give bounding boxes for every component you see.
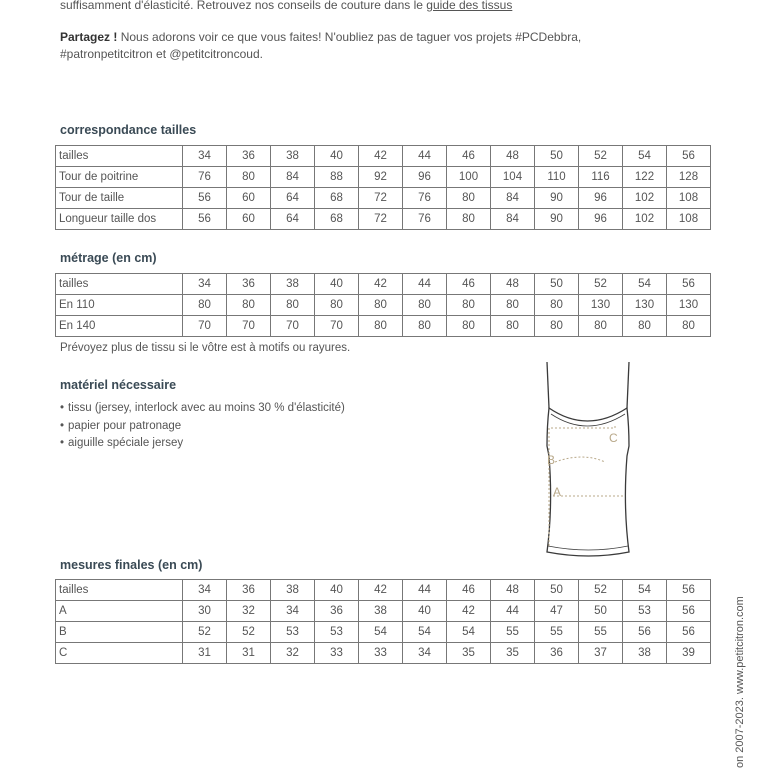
table-cell: 53 <box>271 622 315 643</box>
table-cell: 55 <box>535 622 579 643</box>
table-cell: 60 <box>227 209 271 230</box>
table-cell: 130 <box>667 295 711 316</box>
table-cell: 100 <box>447 167 491 188</box>
final-measures-title: mesures finales (en cm) <box>60 558 203 572</box>
table-cell: 50 <box>535 146 579 167</box>
table-cell: 32 <box>227 601 271 622</box>
row-label-cell: C <box>56 643 183 664</box>
table-cell: 54 <box>623 146 667 167</box>
table-cell: 52 <box>579 580 623 601</box>
table-cell: 80 <box>535 295 579 316</box>
table-cell: 46 <box>447 580 491 601</box>
table-cell: 44 <box>403 580 447 601</box>
table-cell: 56 <box>183 209 227 230</box>
table-cell: 38 <box>623 643 667 664</box>
table-cell: 34 <box>183 146 227 167</box>
table-cell: 70 <box>227 316 271 337</box>
table-cell: 52 <box>579 146 623 167</box>
table-cell: 34 <box>183 274 227 295</box>
size-chart-title: correspondance tailles <box>60 123 197 137</box>
table-row <box>56 188 711 209</box>
table-cell: 38 <box>359 601 403 622</box>
row-label-cell: A <box>56 601 183 622</box>
table-row <box>56 209 711 230</box>
table-cell: 56 <box>667 601 711 622</box>
table-cell: 56 <box>667 274 711 295</box>
table-cell: 44 <box>491 601 535 622</box>
row-label-cell: B <box>56 622 183 643</box>
table-cell: 42 <box>359 274 403 295</box>
table-cell: 84 <box>491 188 535 209</box>
table-row <box>56 274 711 295</box>
row-label-cell: En 110 <box>56 295 183 316</box>
table-cell: 55 <box>491 622 535 643</box>
table-cell: 68 <box>315 209 359 230</box>
table-cell: 96 <box>579 209 623 230</box>
table-cell: 96 <box>403 167 447 188</box>
table-cell: 42 <box>359 146 403 167</box>
materials-title: matériel nécessaire <box>60 378 177 392</box>
table-cell: 60 <box>227 188 271 209</box>
table-cell: 84 <box>491 209 535 230</box>
table-cell: 130 <box>623 295 667 316</box>
table-cell: 31 <box>227 643 271 664</box>
table-cell: 70 <box>183 316 227 337</box>
table-cell: 128 <box>667 167 711 188</box>
share-text: Nous adorons voir ce que vous faites! N'oubliez pas de taguer vos projets #PCDebbra, <box>117 30 582 44</box>
table-cell: 42 <box>359 580 403 601</box>
share-label: Partagez ! <box>60 30 118 44</box>
table-cell: 52 <box>227 622 271 643</box>
table-cell: 34 <box>183 580 227 601</box>
row-label-cell: En 140 <box>56 316 183 337</box>
table-cell: 40 <box>315 274 359 295</box>
table-row <box>56 580 711 601</box>
table-cell: 116 <box>579 167 623 188</box>
table-cell: 76 <box>183 167 227 188</box>
table-row <box>56 167 711 188</box>
table-row <box>56 316 711 337</box>
table-cell: 80 <box>403 295 447 316</box>
table-cell: 80 <box>315 295 359 316</box>
table-cell: 80 <box>447 316 491 337</box>
table-cell: 55 <box>579 622 623 643</box>
table-cell: 84 <box>271 167 315 188</box>
table-cell: 80 <box>447 188 491 209</box>
final-measures-table <box>55 579 711 664</box>
table-cell: 108 <box>667 209 711 230</box>
materials-list <box>60 402 345 455</box>
table-cell: 36 <box>227 580 271 601</box>
table-cell: 46 <box>447 146 491 167</box>
table-cell: 48 <box>491 274 535 295</box>
table-cell: 80 <box>359 295 403 316</box>
table-cell: 40 <box>403 601 447 622</box>
table-cell: 104 <box>491 167 535 188</box>
table-cell: 80 <box>403 316 447 337</box>
table-cell: 108 <box>667 188 711 209</box>
bottom-hem <box>548 546 628 550</box>
row-label-cell: tailles <box>56 580 183 601</box>
table-cell: 33 <box>315 643 359 664</box>
table-cell: 38 <box>271 146 315 167</box>
table-cell: 46 <box>447 274 491 295</box>
table-cell: 54 <box>447 622 491 643</box>
table-cell: 80 <box>183 295 227 316</box>
table-cell: 96 <box>579 188 623 209</box>
yardage-note: Prévoyez plus de tissu si le vôtre est à motifs ou rayures. <box>60 342 351 354</box>
table-cell: 34 <box>403 643 447 664</box>
yardage-title: métrage (en cm) <box>60 251 157 265</box>
table-cell: 31 <box>183 643 227 664</box>
table-cell: 56 <box>623 622 667 643</box>
table-cell: 53 <box>623 601 667 622</box>
table-row <box>56 643 711 664</box>
table-cell: 70 <box>315 316 359 337</box>
table-cell: 54 <box>623 580 667 601</box>
table-cell: 40 <box>315 146 359 167</box>
row-label-cell: Tour de taille <box>56 188 183 209</box>
table-cell: 80 <box>447 295 491 316</box>
intro-line-fabric <box>60 0 512 12</box>
table-row <box>56 295 711 316</box>
table-row <box>56 622 711 643</box>
table-row <box>56 146 711 167</box>
table-cell: 110 <box>535 167 579 188</box>
table-cell: 80 <box>227 167 271 188</box>
table-cell: 53 <box>315 622 359 643</box>
table-cell: 33 <box>359 643 403 664</box>
table-cell: 64 <box>271 188 315 209</box>
table-cell: 48 <box>491 580 535 601</box>
copyright-text: on 2007-2023. www.petitcitron.com <box>734 596 746 768</box>
table-cell: 38 <box>271 580 315 601</box>
table-cell: 72 <box>359 188 403 209</box>
table-row <box>56 601 711 622</box>
table-cell: 48 <box>491 146 535 167</box>
table-cell: 32 <box>271 643 315 664</box>
table-cell: 80 <box>491 316 535 337</box>
table-cell: 52 <box>579 274 623 295</box>
fabric-guide-link[interactable]: guide des tissus <box>426 0 513 12</box>
materials-item: • tissu (jersey, interlock avec au moins 30 % d'élasticité) <box>60 402 345 420</box>
table-cell: 35 <box>447 643 491 664</box>
table-cell: 34 <box>271 601 315 622</box>
table-cell: 76 <box>403 209 447 230</box>
table-cell: 56 <box>667 622 711 643</box>
table-cell: 64 <box>271 209 315 230</box>
table-cell: 56 <box>667 580 711 601</box>
intro-share-line-2: #patronpetitcitron et @petitcitroncoud. <box>60 47 263 61</box>
table-cell: 42 <box>447 601 491 622</box>
right-strap <box>627 362 629 408</box>
table-cell: 90 <box>535 188 579 209</box>
table-cell: 90 <box>535 209 579 230</box>
table-cell: 68 <box>315 188 359 209</box>
table-cell: 80 <box>359 316 403 337</box>
table-cell: 36 <box>315 601 359 622</box>
table-cell: 56 <box>183 188 227 209</box>
table-cell: 72 <box>359 209 403 230</box>
table-cell: 54 <box>623 274 667 295</box>
table-cell: 56 <box>667 146 711 167</box>
intro-fabric-text: suffisamment d'élasticité. Retrouvez nos conseils de couture dans le <box>60 0 427 12</box>
table-cell: 36 <box>535 643 579 664</box>
table-cell: 36 <box>227 274 271 295</box>
table-cell: 80 <box>447 209 491 230</box>
table-cell: 80 <box>667 316 711 337</box>
table-cell: 76 <box>403 188 447 209</box>
table-cell: 52 <box>183 622 227 643</box>
table-cell: 50 <box>579 601 623 622</box>
label-a: A <box>553 485 562 499</box>
measure-line-b <box>555 457 605 462</box>
table-cell: 92 <box>359 167 403 188</box>
table-cell: 130 <box>579 295 623 316</box>
table-cell: 47 <box>535 601 579 622</box>
table-cell: 39 <box>667 643 711 664</box>
yardage-table <box>55 273 711 337</box>
table-cell: 40 <box>315 580 359 601</box>
table-cell: 88 <box>315 167 359 188</box>
materials-item: • aiguille spéciale jersey <box>60 437 345 455</box>
table-cell: 35 <box>491 643 535 664</box>
left-strap <box>547 362 549 408</box>
table-cell: 80 <box>623 316 667 337</box>
row-label-cell: tailles <box>56 274 183 295</box>
table-cell: 54 <box>359 622 403 643</box>
table-cell: 38 <box>271 274 315 295</box>
tank-top-illustration <box>525 356 645 564</box>
table-cell: 50 <box>535 580 579 601</box>
table-cell: 122 <box>623 167 667 188</box>
row-label-cell: Longueur taille dos <box>56 209 183 230</box>
table-cell: 30 <box>183 601 227 622</box>
table-cell: 54 <box>403 622 447 643</box>
table-cell: 102 <box>623 209 667 230</box>
size-chart-table <box>55 145 711 230</box>
table-cell: 80 <box>271 295 315 316</box>
table-cell: 44 <box>403 146 447 167</box>
row-label-cell: tailles <box>56 146 183 167</box>
label-c: C <box>609 431 618 445</box>
table-cell: 80 <box>227 295 271 316</box>
table-cell: 44 <box>403 274 447 295</box>
row-label-cell: Tour de poitrine <box>56 167 183 188</box>
table-cell: 36 <box>227 146 271 167</box>
table-cell: 80 <box>491 295 535 316</box>
intro-share-line <box>60 30 581 44</box>
table-cell: 50 <box>535 274 579 295</box>
table-cell: 70 <box>271 316 315 337</box>
table-cell: 102 <box>623 188 667 209</box>
table-cell: 80 <box>535 316 579 337</box>
materials-item: • papier pour patronage <box>60 420 345 438</box>
label-b: B <box>547 453 556 467</box>
table-cell: 37 <box>579 643 623 664</box>
table-cell: 80 <box>579 316 623 337</box>
